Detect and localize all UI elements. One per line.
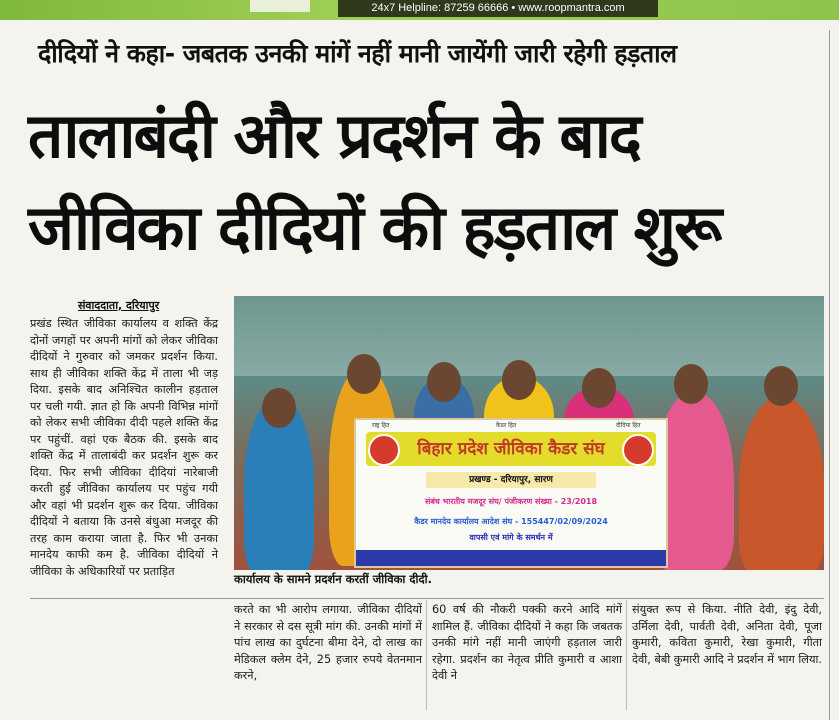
column-divider-horizontal [30,598,824,599]
banner-line-2: कैडर मानदेय कार्यालय आदेश संघ - 155447/02/09/2024 [414,517,608,526]
adjacent-article-edge [829,30,839,720]
banner-title [366,432,656,466]
protester-head [582,368,616,408]
banner-bottom-strip [356,550,666,566]
protester-head [502,360,536,400]
banner-top-left: राष्ट्र हित [372,422,390,429]
protester-head [764,366,798,406]
banner-title-text: बिहार प्रदेश जीविका कैडर संघ [417,439,605,459]
column-divider [426,600,427,710]
protester-head [674,364,708,404]
photo-caption: कार्यालय के सामने प्रदर्शन करतीं जीविका दीदी. [234,572,432,586]
top-ad-strip [0,0,839,20]
banner-top-mid: कैडर हित [496,422,517,429]
helpline-text: 24x7 Helpline: 87259 66666 • www.roopmantra.com [338,0,658,17]
column-4-text: संयुक्त रूप से किया. नीति देवी, इंदु देवी, उर्मिला देवी, पार्वती देवी, अनिता देवी, पूजा कुमारी, कविता कुमारी, रेखा कुमारी, गीता देवी, बेबी कुमारी आदि ने प्रदर्शन में भाग लिया. [632,603,823,666]
banner-top-labels [356,420,666,430]
column-3-text: 60 वर्ष की नौकरी पक्की करने आदि मांगें शामिल हैं. जीविका दीदियों ने कहा कि जबतक उनकी मांगे नहीं मानी जाएंगी हड़ताल जारी रहेगा. प्रदर्शन का नेतृत्व प्रीति कुमारी व आशा देवी ने [432,603,622,682]
column-divider [626,600,627,710]
fist-logo-icon [622,434,654,466]
ad-tab-shape [250,0,310,12]
protester-figure [739,396,824,570]
byline: संवाददाता, दरियापुर [78,299,160,312]
fist-logo-icon [368,434,400,466]
article-column-4 [632,602,822,668]
article-kicker: दीदियों ने कहा- जबतक उनकी मांगें नहीं मानी जायेंगी जारी रहेगी हड़ताल [38,39,677,68]
banner-subtitle: प्रखण्ड - दरियापुर, सारण [426,472,596,488]
column-1-text: प्रखंड स्थित जीविका कार्यालय व शक्ति केंद्र दोनों जगहों पर अपनी मांगों को लेकर जीविका दीदियों ने गुरुवार को जमकर प्रदर्शन किया. साथ ही जीविका शक्ति केंद्र में ताला भी जड़ दिया. इसके बाद अनिश्चित कालीन हड़ताल पर चली गयी. ज्ञात हो कि अपनी विभिन्न मांगों को लेकर सभी जीविका दीदी पहले शक्ति केंद्र पर पहुंचीं. वहां एक बैठक की. इसके बाद शक्ति केंद्र में तालाबंदी कर प्रदर्शन शुरू कर दिया. फिर सभी जीविका दीदियां नारेबाजी करती हुई जीविका कार्यालय पर पहुंच गयी और वहां भी प्रदर्शन शुरू कर दिया. जीविका दीदियों ने बताया कि उनसे बंधुआ मजदूर की तरह काम कराया जाता है. फिर भी उनका मानदेय काफी कम है. जीविका दीदियों ने जीविका के अधिकारियों पर प्रताड़ित [30,317,218,578]
article-column-2 [234,602,422,685]
banner-line-3: वापसी एवं मांगे के समर्थन में [469,533,553,542]
protester-head [262,388,296,428]
protester-head [347,354,381,394]
column-2-text: करते का भी आरोप लगाया. जीविका दीदियों ने सरकार से दस सूत्री मांग की. उनकी मांगों में पांच लाख का दुर्घटना बीमा देने, दो लाख का मेडिकल क्लेम देने, 25 हजार रुपये वेतनमान करने, [234,603,422,682]
banner-top-right: दीदिया हित [616,422,641,429]
headline-line-2: जीविका दीदियों की हड़ताल शुरू [28,191,721,264]
union-banner [354,418,668,568]
news-photo [234,296,824,570]
article-column-1 [30,316,218,580]
protester-head [427,362,461,402]
banner-line-1: संबंध भारतीय मजदूर संघ/ पंजीकरण संख्या - 23/2018 [424,497,598,506]
article-column-3 [432,602,622,685]
headline-line-1: तालाबंदी और प्रदर्शन के बाद [28,99,640,172]
